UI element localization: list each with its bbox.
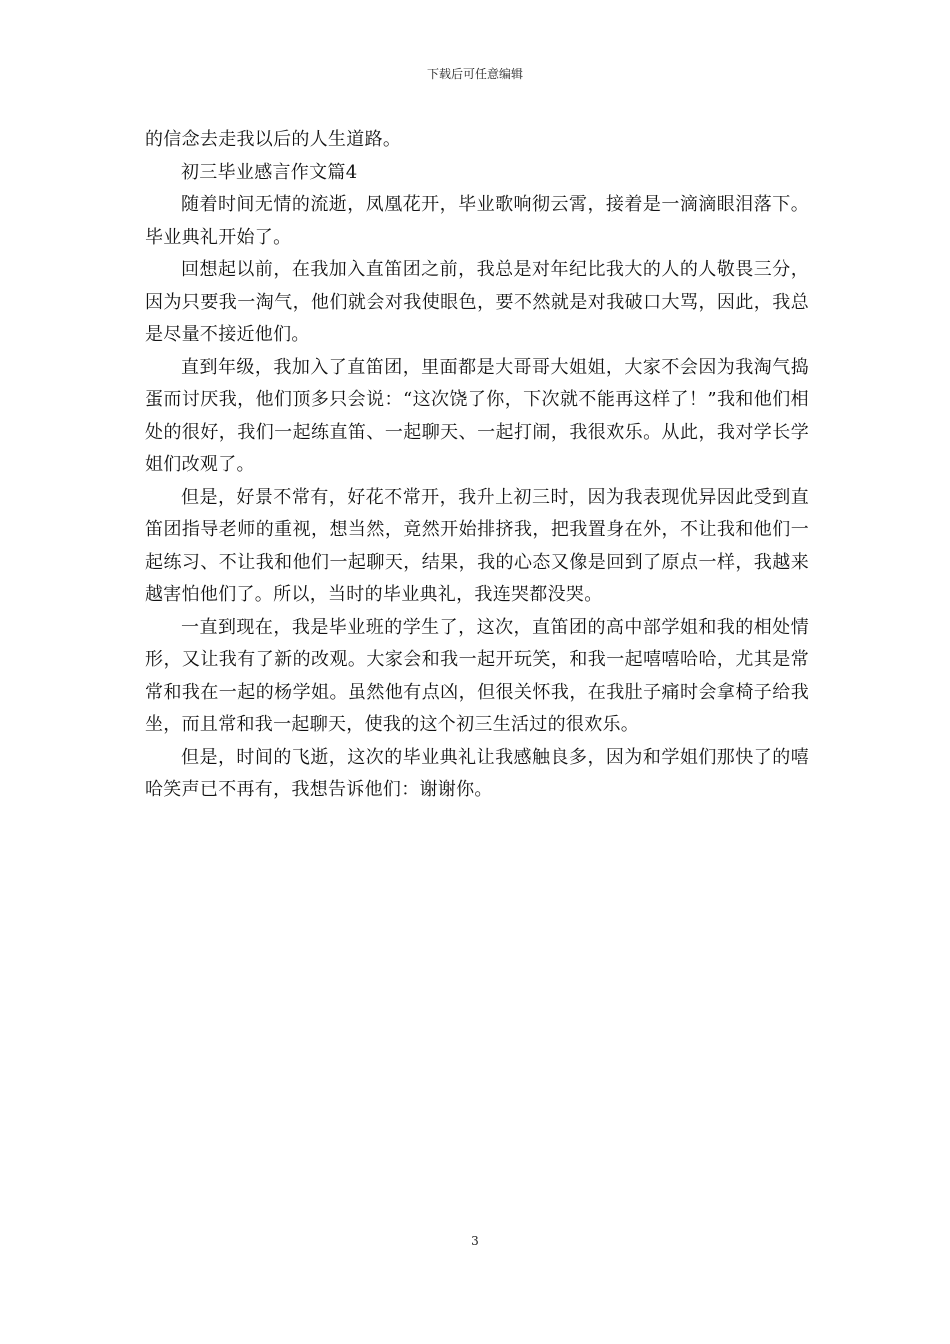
paragraph-continuation: 的信念去走我以后的人生道路。 <box>145 129 402 150</box>
document-body <box>145 124 809 807</box>
paragraph: 但是，好景不常有，好花不常开，我升上初三时，因为我表现优异因此受到直笛团指导老师的重视，想当然，竟然开始排挤我，把我置身在外，不让我和他们一起练习、不让我和他们一起聊天，结果，我的心态又像是回到了原点一样，我越来越害怕他们了。所以，当时的毕业典礼，我连哭都没哭。 <box>145 486 809 605</box>
paragraph: 一直到现在，我是毕业班的学生了，这次，直笛团的高中部学姐和我的相处情形，又让我有了新的改观。大家会和我一起开玩笑，和我一起嘻嘻哈哈，尤其是常常和我在一起的杨学姐。虽然他有点凶，但很关怀我，在我肚子痛时会拿椅子给我坐，而且常和我一起聊天，使我的这个初三生活过的很欢乐。 <box>145 616 809 735</box>
section-title: 初三毕业感言作文篇4 <box>181 161 358 183</box>
paragraph: 但是，时间的飞逝，这次的毕业典礼让我感触良多，因为和学姐们那快了的嘻哈笑声已不再有，我想告诉他们：谢谢你。 <box>145 746 809 800</box>
page-number: 3 <box>471 1234 479 1248</box>
page-header: 下载后可任意编辑 <box>426 67 523 81</box>
paragraph: 回想起以前，在我加入直笛团之前，我总是对年纪比我大的人的人敬畏三分，因为只要我一淘气，他们就会对我使眼色，要不然就是对我破口大骂，因此，我总是尽量不接近他们。 <box>145 259 809 345</box>
paragraph: 随着时间无情的流逝，凤凰花开，毕业歌响彻云霄，接着是一滴滴眼泪落下。毕业典礼开始了。 <box>145 194 809 248</box>
paragraph: 直到年级，我加入了直笛团，里面都是大哥哥大姐姐，大家不会因为我淘气捣蛋而讨厌我，他们顶多只会说：“这次饶了你，下次就不能再这样了！”我和他们相处的很好，我们一起练直笛、一起聊天、一起打闹，我很欢乐。从此，我对学长学姐们改观了。 <box>145 356 809 475</box>
